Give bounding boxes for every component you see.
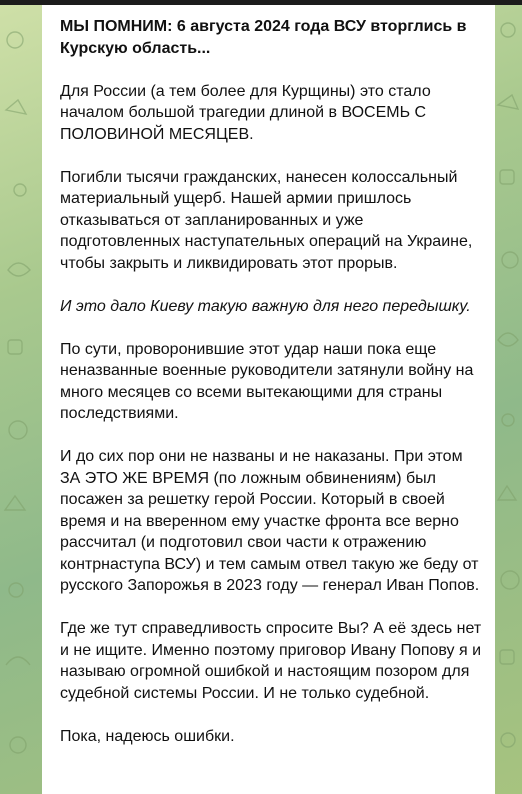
post-paragraph: Для России (а тем более для Курщины) это стало началом большой трагедии длиной в ВОСЕМЬ С ПОЛОВИНОЙ МЕСЯЦЕВ. xyxy=(60,82,431,143)
post-paragraph: И до сих пор они не названы и не наказаны. При этом ЗА ЭТО ЖЕ ВРЕМЯ (по ложным обвинениям) был посажен за решетку герой России. Который в своей время и на вверенном ему участке фронта все верно рассчитал (и подготовил свои части к отражению контрнаступа ВСУ) и тем самым отвел такую же беду от русского Запорожья в 2023 году — генерал Иван Попов. xyxy=(60,448,480,594)
post-paragraph: По сути, проворонившие этот удар наши пока еще неназванные военные руководители затянули войну на много месяцев со всеми вытекающими для страны последствиями. xyxy=(60,340,474,422)
post-paragraph: Где же тут справедливость спросите Вы? А её здесь нет и не ищите. Именно поэтому приговор Ивану Попову я и называю огромной ошибкой и настоящим позором для судебной системы России. И не только судебной. xyxy=(60,620,482,702)
post-paragraph: Погибли тысячи гражданских, нанесен колоссальный материальный ущерб. Нашей армии пришлось отказываться от запланированных и уже подготовленных наступательных операций на Украине, чтобы закрыть и ликвидировать этот прорыв. xyxy=(60,168,473,272)
message-bubble[interactable] xyxy=(42,5,495,794)
post-paragraph: Пока, надеюсь ошибки. xyxy=(60,727,235,745)
post-title: МЫ ПОМНИМ: 6 августа 2024 года ВСУ вторглись в Курскую область... xyxy=(60,18,467,57)
post-paragraph-italic: И это дало Киеву такую важную для него передышку. xyxy=(60,297,471,315)
